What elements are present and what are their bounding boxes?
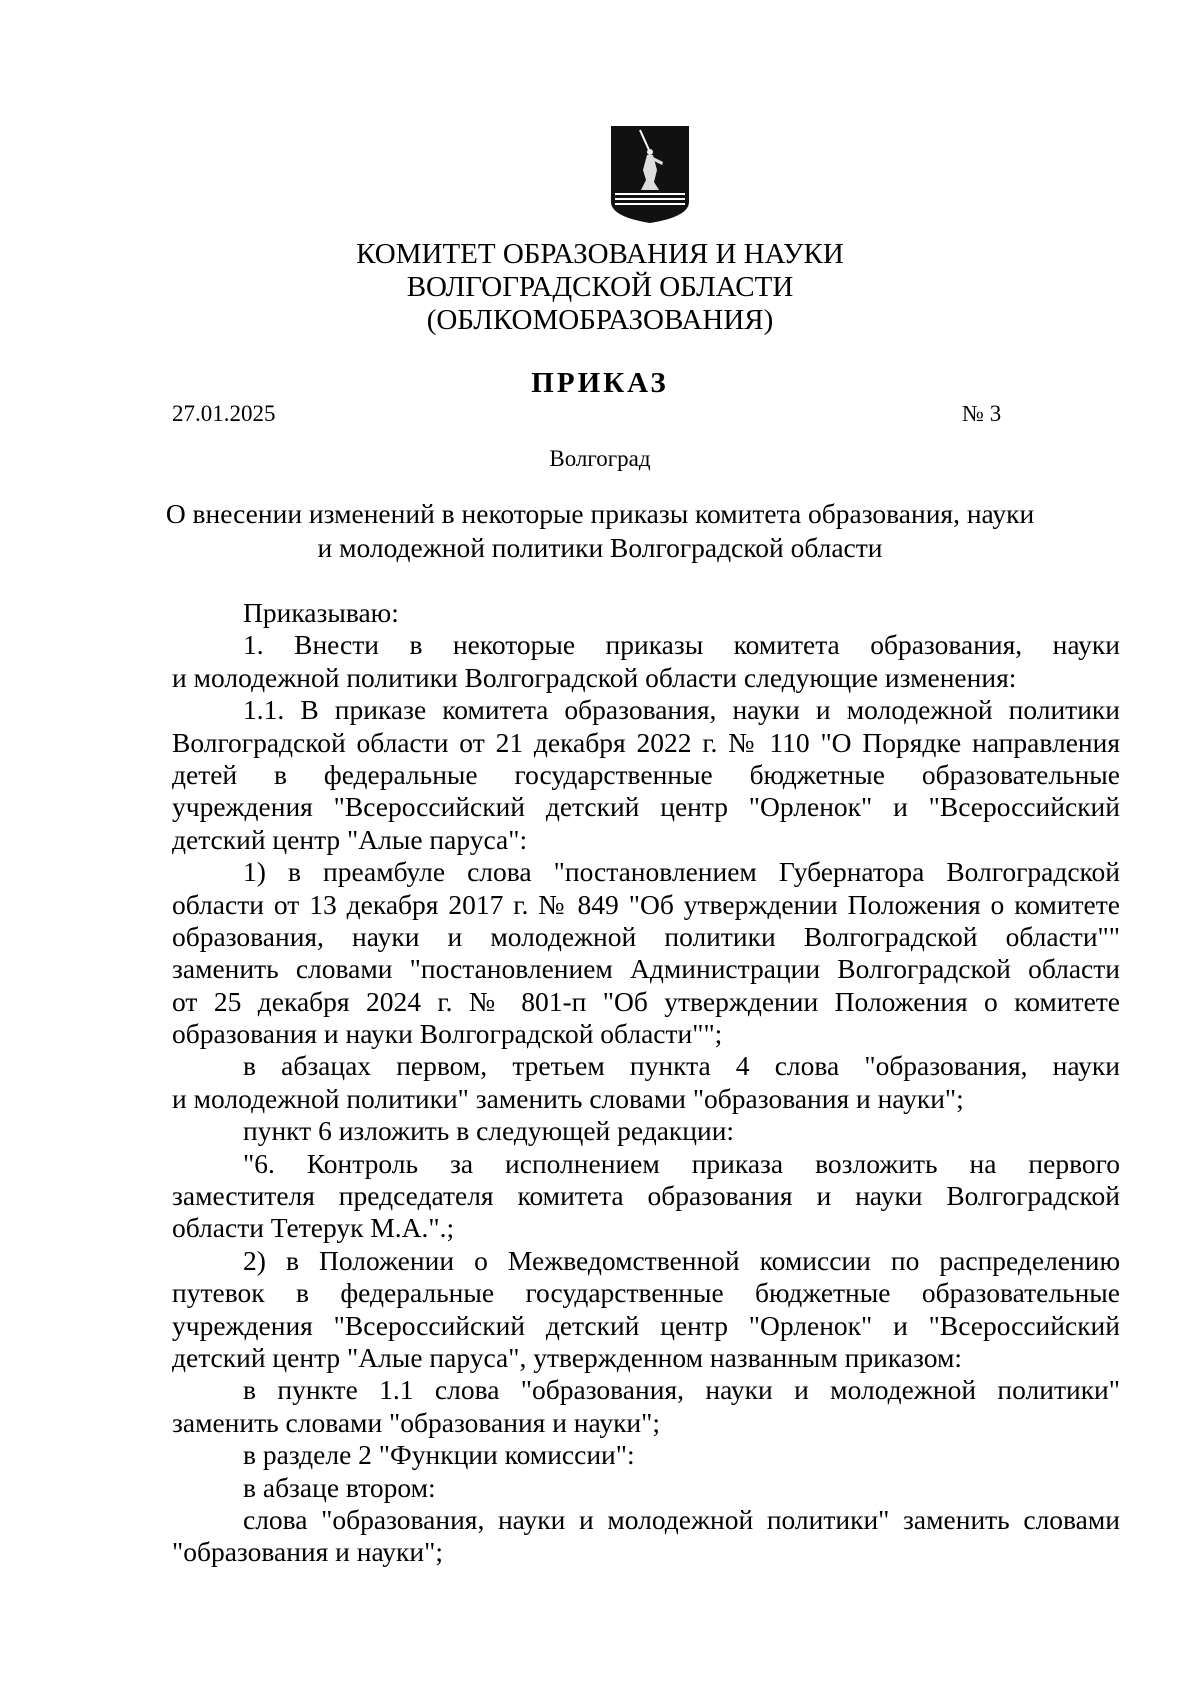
- body-line: образования и науки Волгоградской области"";: [172, 1018, 723, 1050]
- document-type-title: ПРИКАЗ: [531, 367, 669, 399]
- body-line: "6. Контроль за исполнением приказа возложить на первого: [243, 1147, 1120, 1179]
- document-body: [172, 597, 1120, 1569]
- body-line: путевок в федеральные государственные бюджетные образовательные: [172, 1277, 1120, 1309]
- org-name-line-3: (ОБЛКОМОБРАЗОВАНИЯ): [426, 304, 774, 336]
- body-line: в пункте 1.1 слова "образования, науки и молодежной политики": [243, 1374, 1120, 1406]
- coat-of-arms-emblem-icon: [609, 124, 691, 224]
- body-line: и молодежной политики Волгоградской области следующие изменения:: [172, 661, 1017, 693]
- body-line: учреждения "Всероссийский детский центр "Орленок" и "Всероссийский: [172, 1309, 1120, 1341]
- body-line: заменить словами "постановлением Администрации Волгоградской области: [172, 953, 1120, 985]
- body-line: 1. Внести в некоторые приказы комитета образования, науки: [243, 629, 1120, 661]
- body-line: в абзацах первом, третьем пункта 4 слова "образования, науки: [243, 1050, 1120, 1082]
- org-name-line-1: КОМИТЕТ ОБРАЗОВАНИЯ И НАУКИ: [356, 238, 844, 270]
- document-date: 27.01.2025: [172, 401, 276, 426]
- body-line: детский центр "Алые паруса":: [172, 823, 528, 855]
- body-line: заменить словами "образования и науки";: [172, 1406, 661, 1438]
- body-line: 1.1. В приказе комитета образования, науки и молодежной политики: [243, 694, 1120, 726]
- subject-line: и молодежной политики Волгоградской области: [317, 532, 883, 563]
- document-number: № 3: [962, 401, 1002, 426]
- body-line: детский центр "Алые паруса", утвержденном названным приказом:: [172, 1341, 962, 1373]
- body-line: пункт 6 изложить в следующей редакции:: [243, 1115, 735, 1147]
- body-line: заместителя председателя комитета образования и науки Волгоградской: [172, 1180, 1120, 1212]
- body-line: и молодежной политики" заменить словами "образования и науки";: [172, 1082, 964, 1114]
- body-line: детей в федеральные государственные бюджетные образовательные: [172, 758, 1120, 790]
- document-city: Волгоград: [549, 446, 651, 471]
- body-line: учреждения "Всероссийский детский центр "Орленок" и "Всероссийский: [172, 791, 1120, 823]
- body-line: в разделе 2 "Функции комиссии":: [243, 1439, 635, 1471]
- document-subject: [0, 497, 1200, 565]
- org-name-line-2: ВОЛГОГРАДСКОЙ ОБЛАСТИ: [406, 271, 794, 303]
- body-line: образования, науки и молодежной политики Волгоградской области"": [172, 920, 1120, 952]
- body-line: области от 13 декабря 2017 г. № 849 "Об утверждении Положения о комитете: [172, 888, 1120, 920]
- body-line: Приказываю:: [243, 597, 399, 628]
- body-line: "образования и науки";: [172, 1536, 443, 1568]
- body-line: слова "образования, науки и молодежной политики" заменить словами: [243, 1503, 1120, 1535]
- subject-line: О внесении изменений в некоторые приказы комитета образования, науки: [165, 498, 1035, 529]
- body-line: 2) в Положении о Межведомственной комиссии по распределению: [243, 1244, 1120, 1276]
- body-line: от 25 декабря 2024 г. № 801-п "Об утверждении Положения о комитете: [172, 985, 1120, 1017]
- body-line: 1) в преамбуле слова "постановлением Губернатора Волгоградской: [243, 856, 1120, 888]
- body-line: в абзаце втором:: [243, 1471, 436, 1503]
- body-line: Волгоградской области от 21 декабря 2022 г. № 110 "О Порядке направления: [172, 726, 1120, 758]
- body-line: области Тетерук М.А.".;: [172, 1212, 455, 1244]
